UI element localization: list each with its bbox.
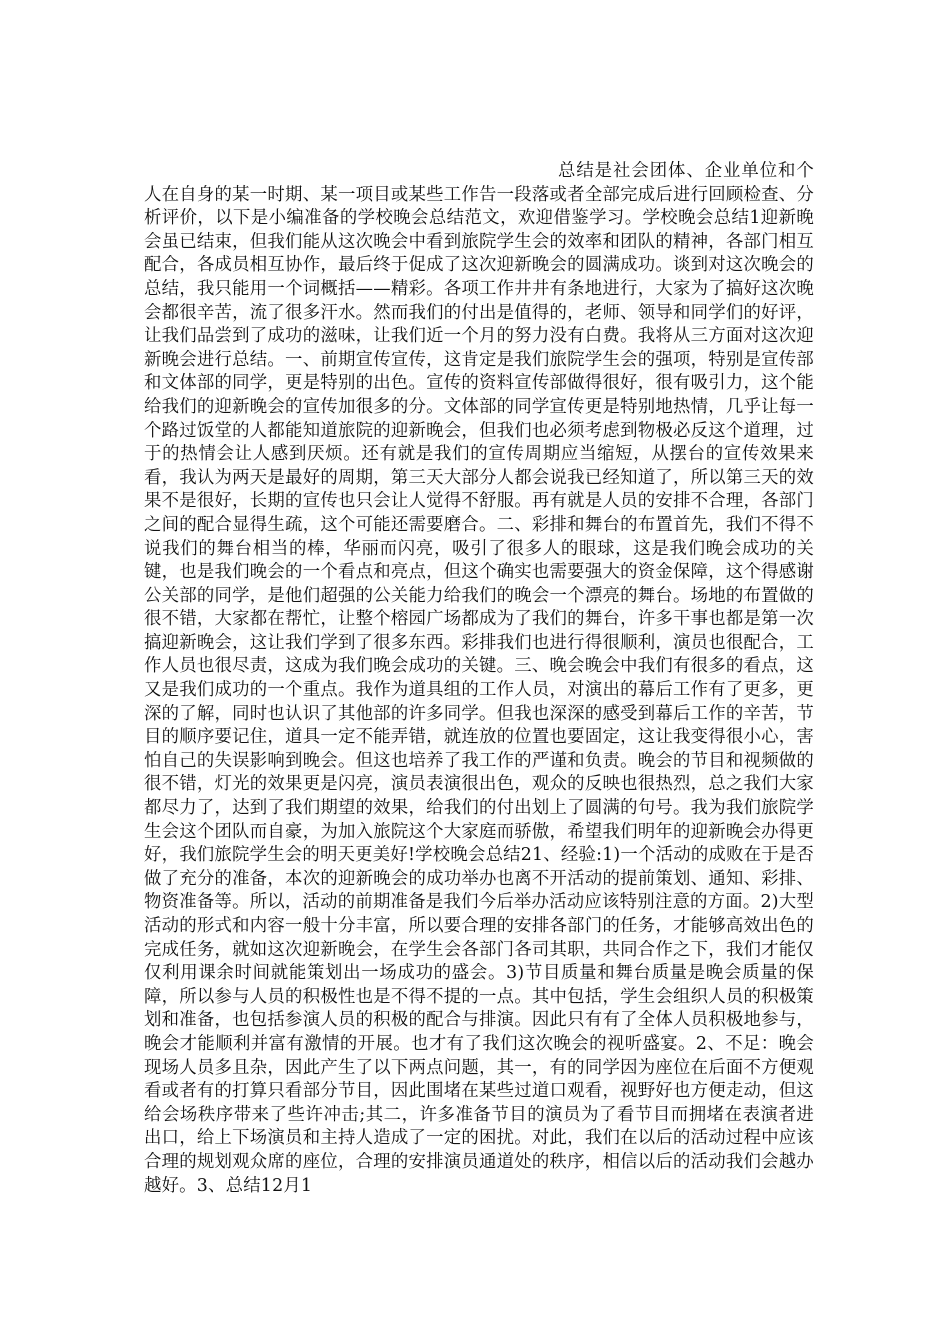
document-body-text: 总结是社会团体、企业单位和个人在自身的某一时期、某一项目或某些工作告一段落或者全部完成后进行回顾检查、分析评价，以下是小编准备的学校晚会总结范文，欢迎借鉴学习。学校晚会总结1迎新晚会虽已结束，但我们能从这次晚会中看到旅院学生会的效率和团队的精神，各部门相互配合，各成员相互协作，最后终于促成了这次迎新晚会的圆满成功。谈到对这次晚会的总结，我只能用一个词概括——精彩。各项工作井井有条地进行，大家为了搞好这次晚会都很辛苦，流了很多汗水。然而我们的付出是值得的，老师、领导和同学们的好评，让我们品尝到了成功的滋味，让我们近一个月的努力没有白费。我将从三方面对这次迎新晚会进行总结。一、前期宣传宣传，这肯定是我们旅院学生会的强项，特别是宣传部和文体部的同学，更是特别的出色。宣传的资料宣传部做得很好，很有吸引力，这个能给我们的迎新晚会的宣传加很多的分。文体部的同学宣传更是特别地热情，几乎让每一个路过饭堂的人都能知道旅院的迎新晚会，但我们也必须考虑到物极必反这个道理，过于的热情会让人感到厌烦。还有就是我们的宣传周期应当缩短，从摆台的宣传效果来看，我认为两天是最好的周期，第三天大部分人都会说我已经知道了，所以第三天的效果不是很好，长期的宣传也只会让人觉得不舒服。再有就是人员的安排不合理，各部门之间的配合显得生疏，这个可能还需要磨合。二、彩排和舞台的布置首先，我们不得不说我们的舞台相当的棒，华丽而闪亮，吸引了很多人的眼球，这是我们晚会成功的关键，也是我们晚会的一个看点和亮点，但这个确实也需要强大的资金保障，这个得感谢公关部的同学，是他们超强的公关能力给我们的晚会一个漂亮的舞台。场地的布置做的很不错，大家都在帮忙，让整个榕园广场都成为了我们的舞台，许多干事也都是第一次搞迎新晚会，这让我们学到了很多东西。彩排我们也进行得很顺利，演员也很配合，工作人员也很尽责，这成为我们晚会成功的关键。三、晚会晚会中我们有很多的看点，这又是我们成功的一个重点。我作为道具组的工作人员，对演出的幕后工作有了更多，更深的了解，同时也认识了其他部的许多同学。但我也深深的感受到幕后工作的辛苦，节目的顺序要记住，道具一定不能弄错，就连放的位置也要固定，这让我变得很小心，害怕自己的失误影响到晚会。但这也培养了我工作的严谨和负责。晚会的节目和视频做的很不错，灯光的效果更是闪亮，演员表演很出色，观众的反映也很热烈，总之我们大家都尽力了，达到了我们期望的效果，给我们的付出划上了圆满的句号。我为我们旅院学生会这个团队而自豪，为加入旅院这个大家庭而骄傲，希望我们明年的迎新晚会办得更好，我们旅院学生会的明天更美好!学校晚会总结21、经验:1)一个活动的成败在于是否做了充分的准备，本次的迎新晚会的成功举办也离不开活动的提前策划、通知、彩排、物资准备等。所以，活动的前期准备是我们今后举办活动应该特别注意的方面。2)大型活动的形式和内容一般十分丰富，所以要合理的安排各部门的任务，才能够高效出色的完成任务，就如这次迎新晚会，在学生会各部门各司其职，共同合作之下，我们才能仅仅利用课余时间就能策划出一场成功的盛会。3)节目质量和舞台质量是晚会质量的保障，所以参与人员的积极性也是不得不提的一点。其中包括，学生会组织人员的积极策划和准备，也包括参演人员的积极的配合与排演。因此只有有了全体人员积极地参与，晚会才能顺利并富有激情的开展。也才有了我们这次晚会的视听盛宴。2、不足：晚会现场人员多且杂，因此产生了以下两点问题，其一，有的同学因为座位在后面不方便观看或者有的打算只看部分节目，因此围堵在某些过道口观看，视野好也方便走动，但这给会场秩序带来了些许冲击;其二，许多准备节目的演员为了看节目而拥堵在表演者进出口，给上下场演员和主持人造成了一定的困扰。对此，我们在以后的活动过程中应该合理的规划观众席的座位，合理的安排演员通道处的秩序，相信以后的活动我们会越办越好。3、总结12月1: [144, 161, 814, 1196]
